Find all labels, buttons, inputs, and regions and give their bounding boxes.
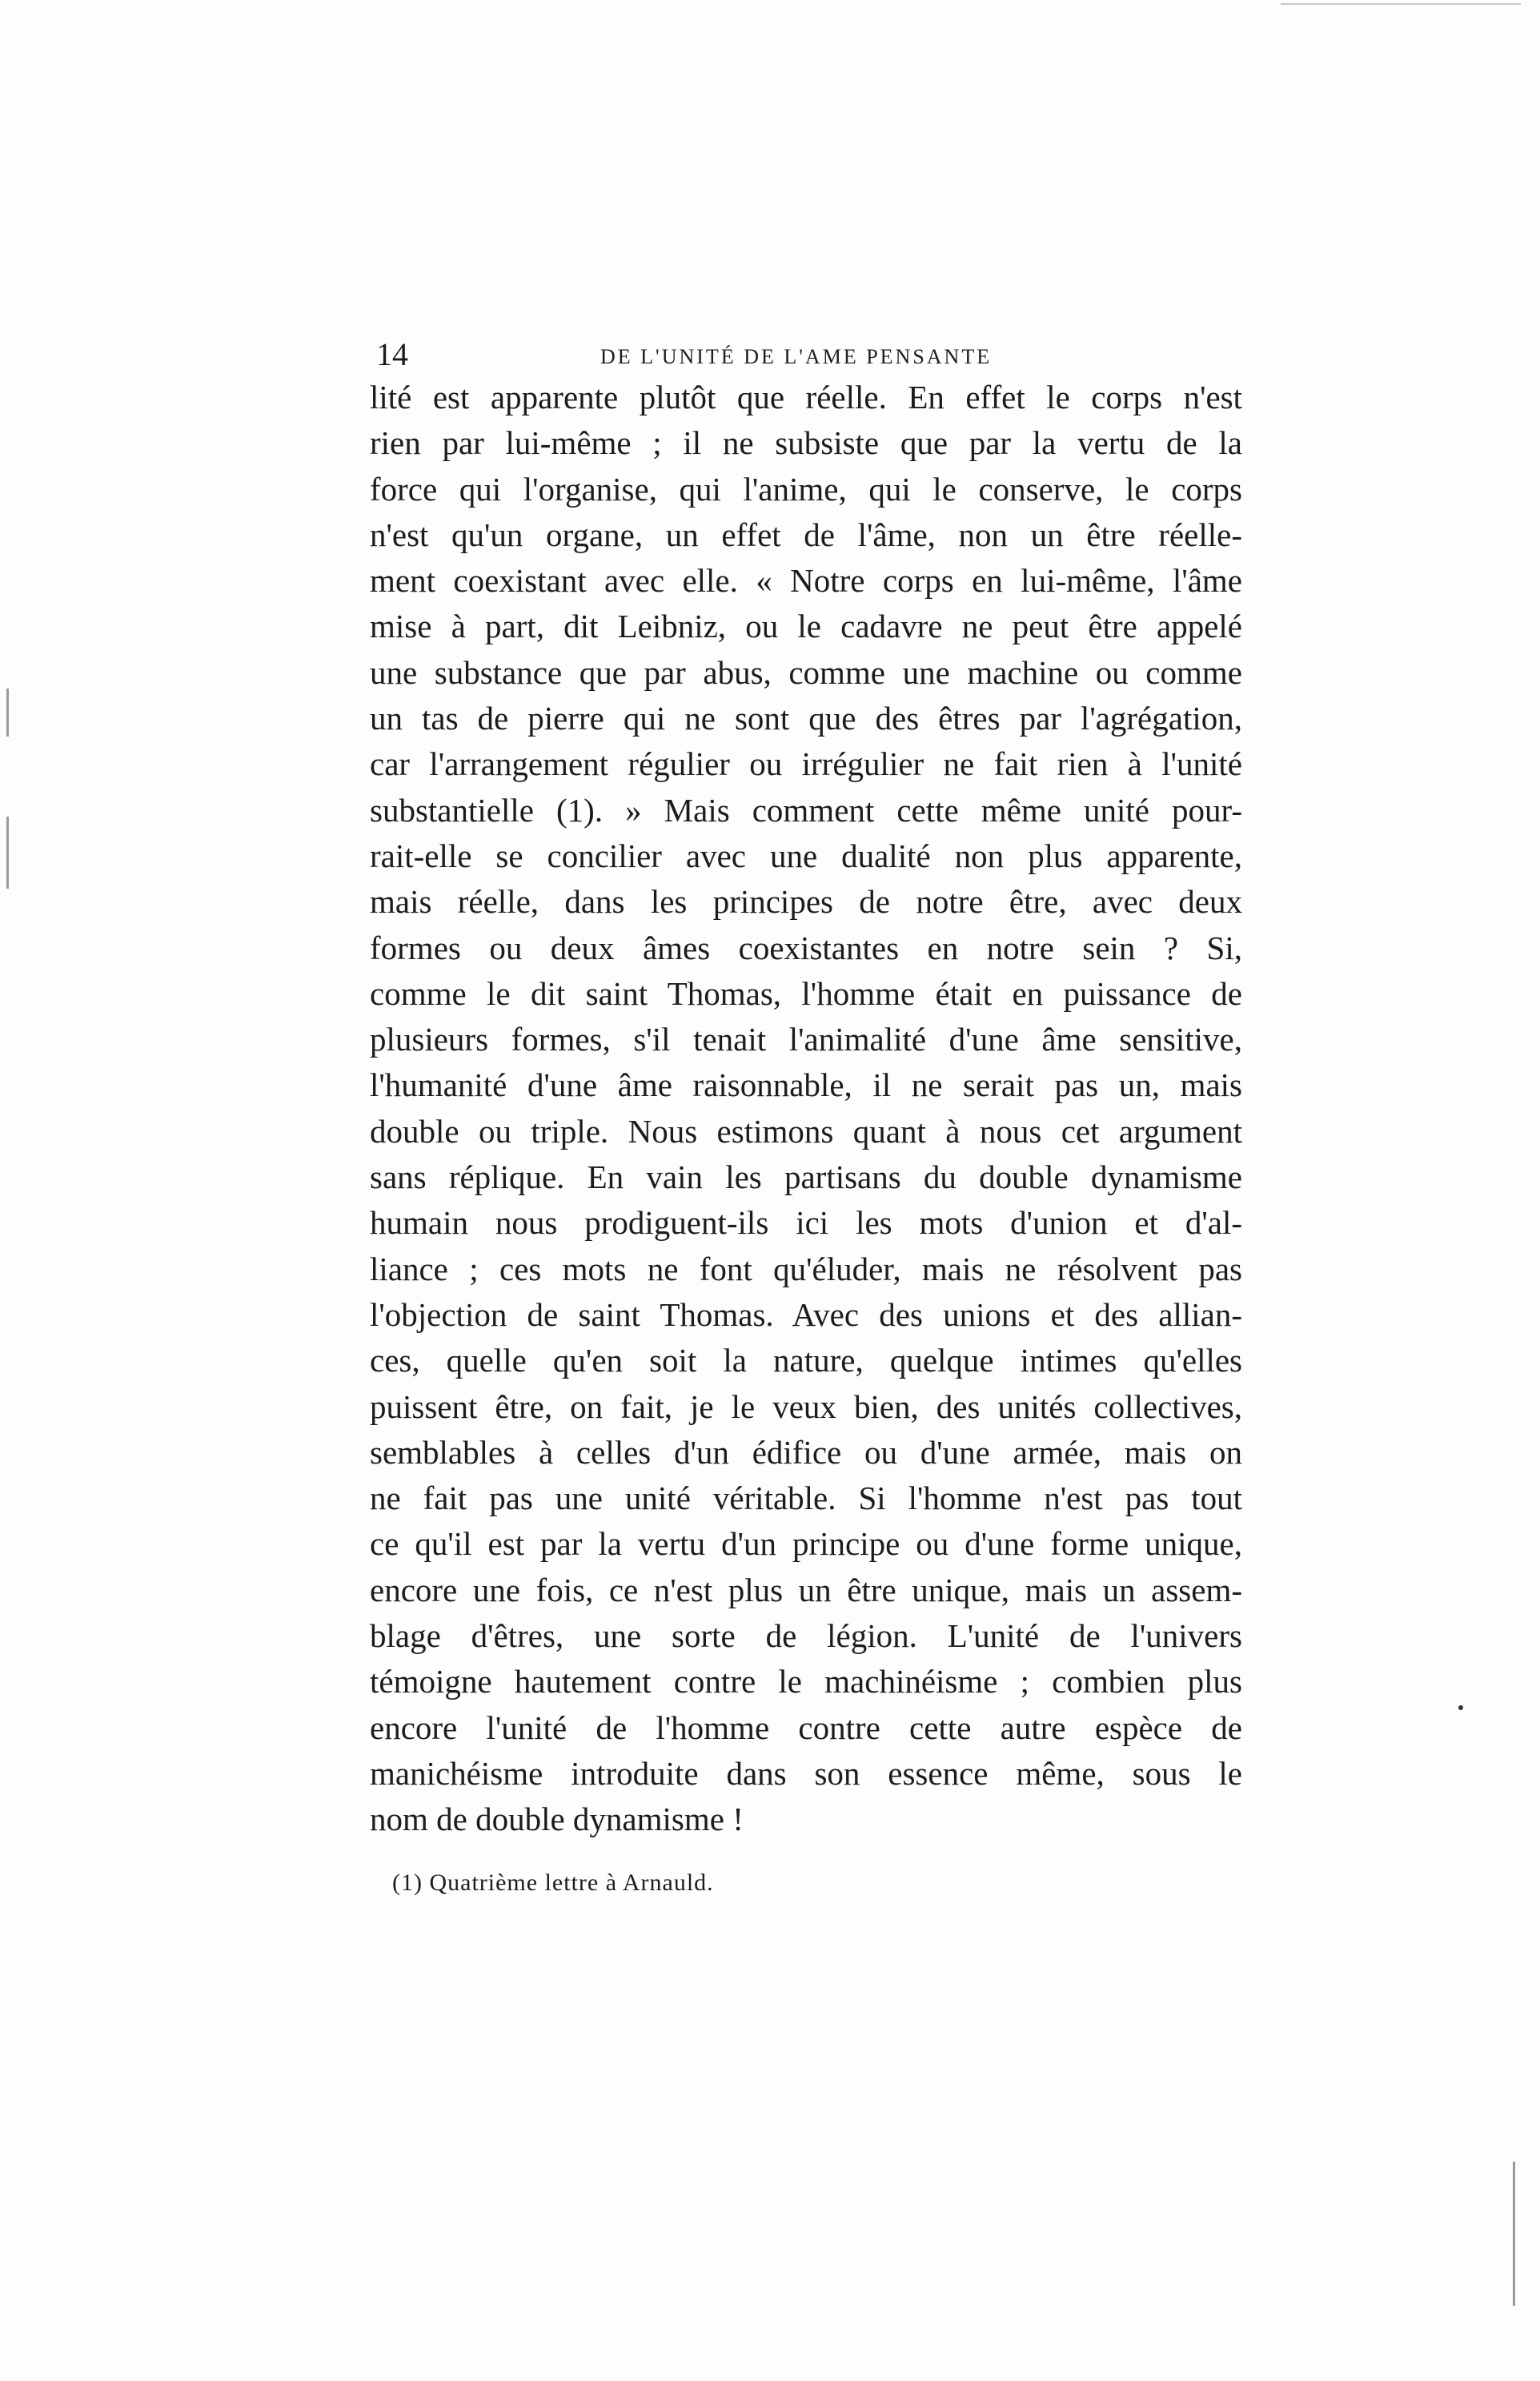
text-line: plusieurs formes, s'il tenait l'animalité d'une âme sensitive, [370,1021,1242,1058]
text-line: sans réplique. En vain les partisans du double dynamisme [370,1158,1242,1196]
text-line: une substance que par abus, comme une machine ou comme [370,653,1242,691]
text-line: car l'arrangement régulier ou irrégulier ne fait rien à l'unité [370,745,1242,783]
text-line: humain nous prodiguent-ils ici les mots d'union et d'al- [370,1204,1242,1242]
footnote: (1) Quatrième lettre à Arnauld. [392,1869,714,1896]
text-line: double ou triple. Nous estimons quant à nous cet argument [370,1112,1242,1150]
text-line: mise à part, dit Leibniz, ou le cadavre ne peut être appelé [370,608,1242,645]
text-line: lité est apparente plutôt que réelle. En effet le corps n'est [370,379,1242,416]
scan-dot [1458,1705,1463,1710]
text-line: formes ou deux âmes coexistantes en notre sein ? Si, [370,929,1242,966]
text-line: encore une fois, ce n'est plus un être unique, mais un assem- [370,1571,1242,1608]
text-line: manichéisme introduite dans son essence même, sous le [370,1754,1242,1792]
scan-mark-left [6,817,9,889]
text-line: rait-elle se concilier avec une dualité non plus apparente, [370,837,1242,874]
scan-mark-right [1513,2162,1515,2306]
text-line: un tas de pierre qui ne sont que des êtres par l'agrégation, [370,700,1242,737]
text-line: rien par lui-même ; il ne subsiste que par la vertu de la [370,424,1242,462]
text-line: encore l'unité de l'homme contre cette autre espèce de [370,1708,1242,1746]
text-line: comme le dit saint Thomas, l'homme était en puissance de [370,974,1242,1012]
text-line: ce qu'il est par la vertu d'un principe ou d'une forme unique, [370,1525,1242,1563]
text-line: mais réelle, dans les principes de notre être, avec deux [370,883,1242,921]
text-line: semblables à celles d'un édifice ou d'une armée, mais on [370,1433,1242,1471]
running-head-title: DE L'UNITÉ DE L'AME PENSANTE [600,345,993,368]
text-line: substantielle (1). » Mais comment cette même unité pour- [370,791,1242,829]
text-line: blage d'êtres, une sorte de légion. L'unité de l'univers [370,1617,1242,1655]
text-line: ne fait pas une unité véritable. Si l'homme n'est pas tout [370,1480,1242,1517]
text-line: liance ; ces mots ne font qu'éluder, mais ne résolvent pas [370,1250,1242,1287]
text-line: l'objection de saint Thomas. Avec des unions et des allian- [370,1295,1242,1333]
text-line: ment coexistant avec elle. « Notre corps en lui-même, l'âme [370,562,1242,600]
text-line: force qui l'organise, qui l'anime, qui le conserve, le corps [370,470,1242,508]
running-head [376,335,1241,375]
text-line: ces, quelle qu'en soit la nature, quelque intimes qu'elles [370,1342,1242,1379]
scan-mark-top [1281,3,1521,5]
text-line: n'est qu'un organe, un effet de l'âme, non un être réelle- [370,516,1242,553]
page-number: 14 [376,336,408,372]
text-line: nom de double dynamisme ! [370,1801,744,1838]
text-line: puissent être, on fait, je le veux bien, des unités collectives, [370,1387,1242,1425]
body-text [370,375,1242,1843]
text-line: témoigne hautement contre le machinéisme ; combien plus [370,1663,1242,1700]
text-line: l'humanité d'une âme raisonnable, il ne serait pas un, mais [370,1066,1242,1104]
scan-mark-left [6,689,9,737]
